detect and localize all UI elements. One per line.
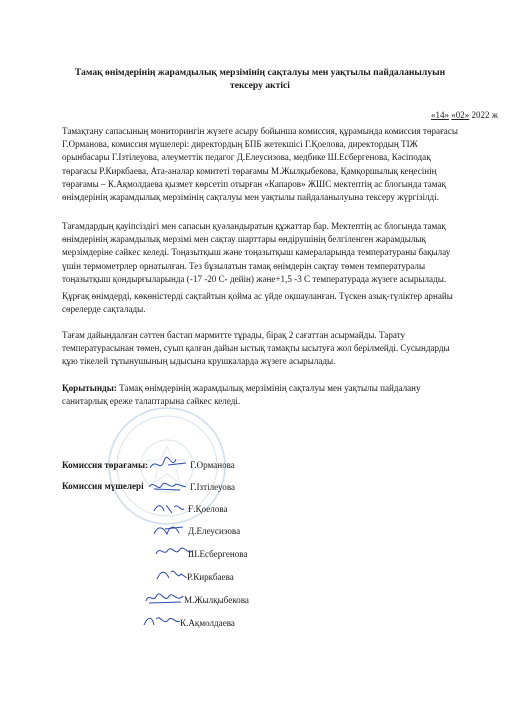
date-year: 2022 ж <box>471 110 498 120</box>
signature-2 <box>146 475 190 497</box>
document-date <box>431 110 498 120</box>
paragraph-commission: Тамақтану сапасының мониторингін жүзеге асыру бойынша комиссия, құрамында комиссия төрағасы Г.Орманова, комиссия мүшелері: директордың БПБ жетекшісі Г.Қоелова, директордың ТІЖ орынбасары Г.Ізтілеуова, әлеуметтік педагог Д.Елеусизова, медбике Ш.Есбергенова, Кәсіподақ төрағасы Р.Киркбаева, Ата-аналар комитеті төрағамы М.Жылқыбекова, Қамқоршылық кеңесінің төрағамы – К.Ақмолдаева қызмет көрсетіп отырған «Капаров» ЖШС мектептің ас блогында тамақ өнімдерінің жарамдылық мерзімінің сақталуы мен уақтылы пайдаланылуына тексеру жүргізілді. <box>62 126 458 203</box>
conclusion-label: Қорытынды: <box>62 383 117 393</box>
document-title: Тамақ өнімдерінің жарамдылық мерзімінің сақталуы мен уақтылы пайдаланылуын тексеру актісі <box>74 67 446 91</box>
signatory-name: К.Ақмолдаева <box>180 618 235 628</box>
signatory-name: Г.Ізтілеуова <box>190 482 236 492</box>
paragraph-documents: Тағамдардың қауіпсіздігі мен сапасын қуәландыратын құжаттар бар. Мектептің ас блогында тамақ өнімдерінің жарамдылық мерзімі мен сақтау шарттары өндірушінің белгіленген жарамдылық мерзімдеріне сәйкес келеді. Тоңазытқыш және тоңазытқыш камераларында температураны бақылау үшін термометрлер орнатылған. Тез бұзылатын тамақ өнімдерін сақтау төмен температуралы тоңазытқыш қондырғыларында (-17 -20 С- дейін) және+1,5 -3 С температурада жүзеге асырылады. <box>62 221 451 284</box>
signature-3 <box>148 497 192 519</box>
signature-7 <box>143 587 187 609</box>
date-month: «02» <box>451 110 470 120</box>
signatory-name: Р.Киркбаева <box>187 572 234 582</box>
conclusion-text: Тамақ өнімдерінің жарамдылық мерзімінің сақталуы мен уақтылы пайдалану санитарлық ереже талаптарына сәйкес келеді. <box>62 383 421 407</box>
signature-4 <box>149 519 193 541</box>
signatory-name: Д.Елеусизова <box>188 526 241 536</box>
members-label: Комиссия мүшелері <box>62 481 144 491</box>
paragraph-storage: Құрғақ өнімдерді, көкөністерді сақтайтын қойма ас үйде оқшауланған. Түскен азық-түліктер арнайы сөрелерде сақталады. <box>62 291 453 315</box>
signature-1 <box>146 453 190 475</box>
chair-label: Комиссия төрағамы: <box>62 460 149 470</box>
signature-8 <box>140 610 184 632</box>
signatory-name: Ш.Есбергенова <box>188 549 248 559</box>
signatory-name: Г.Орманова <box>190 460 235 470</box>
paragraph-serving: Тағам дайындалған сәттен бастап мармитте тұрады, бірақ 2 сағаттан асырмайды. Тарату температурасынан төмен, суып қалған дайын ыстық тамақты ысытуға жол берілмейді. Сусындарды құю тікелей тұтынушының ыдысына крушкаларда жүзеге асырылады. <box>62 330 450 367</box>
date-day: «14» <box>431 110 450 120</box>
signatory-name: М.Жылқыбекова <box>184 595 249 605</box>
signatory-name: Ғ.Қоелова <box>188 504 228 514</box>
